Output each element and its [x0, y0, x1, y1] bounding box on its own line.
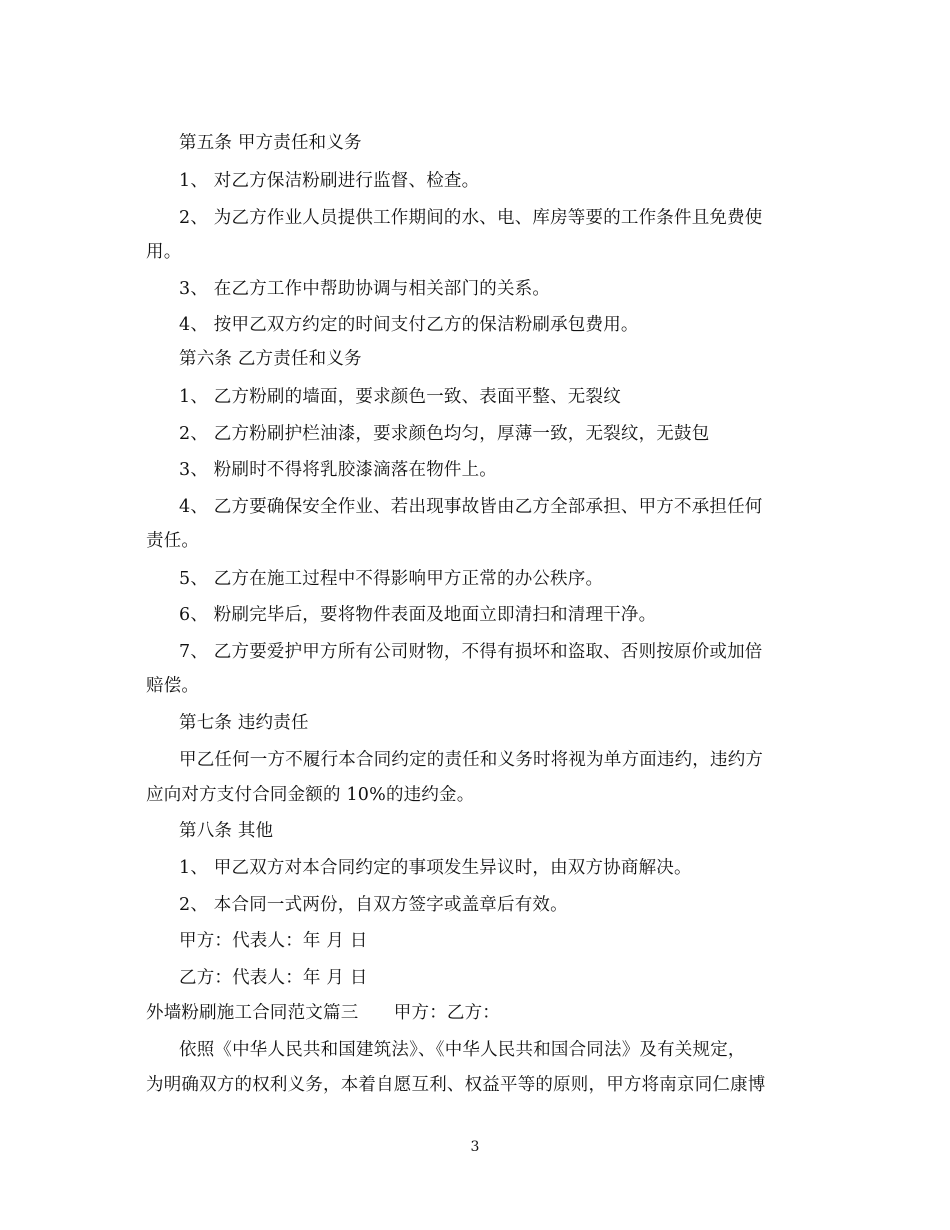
- text-line: 依照《中华人民共和国建筑法》、《中华人民共和国合同法》及有关规定，: [179, 1040, 746, 1060]
- section-6-heading: 第六条 乙方责任和义务: [179, 349, 362, 369]
- text-line: 2、 本合同一式两份，自双方签字或盖章后有效。: [179, 895, 568, 915]
- page-number: 3: [470, 1139, 480, 1155]
- text-line: 1、 甲乙双方对本合同约定的事项发生异议时，由双方协商解决。: [179, 858, 692, 878]
- text-line: 6、 粉刷完毕后，要将物件表面及地面立即清扫和清理干净。: [179, 605, 657, 625]
- article-title: 外墙粉刷施工合同范文篇三 甲方：乙方：: [146, 1003, 500, 1023]
- text-line: 用。: [146, 242, 182, 262]
- text-line: 为明确双方的权利义务，本着自愿互利、权益平等的原则，甲方将南京同仁康博: [146, 1075, 766, 1095]
- signature-line: 乙方：代表人：年 月 日: [179, 968, 368, 988]
- text-line: 赔偿。: [146, 676, 200, 696]
- text-line: 2、 为乙方作业人员提供工作期间的水、电、库房等要的工作条件且免费使: [179, 208, 763, 228]
- text-line: 责任。: [146, 531, 200, 551]
- section-7-heading: 第七条 违约责任: [179, 713, 309, 733]
- text-line: 1、 对乙方保洁粉刷进行监督、检查。: [179, 171, 480, 191]
- text-line: 3、 粉刷时不得将乳胶漆滴落在物件上。: [179, 460, 497, 480]
- text-line: 4、 按甲乙双方约定的时间支付乙方的保洁粉刷承包费用。: [179, 315, 639, 335]
- text-line: 1、 乙方粉刷的墙面，要求颜色一致、表面平整、无裂纹: [179, 387, 621, 407]
- text-line: 2、 乙方粉刷护栏油漆，要求颜色均匀，厚薄一致，无裂纹，无鼓包: [179, 424, 710, 444]
- text-line: 应向对方支付合同金额的 10%的违约金。: [146, 785, 475, 805]
- text-line: 4、 乙方要确保安全作业、若出现事故皆由乙方全部承担、甲方不承担任何: [179, 497, 763, 517]
- section-5-heading: 第五条 甲方责任和义务: [179, 133, 362, 153]
- section-8-heading: 第八条 其他: [179, 821, 274, 841]
- text-line: 7、 乙方要爱护甲方所有公司财物，不得有损坏和盗取、否则按原价或加倍: [179, 642, 763, 662]
- signature-line: 甲方：代表人：年 月 日: [179, 931, 368, 951]
- text-line: 3、 在乙方工作中帮助协调与相关部门的关系。: [179, 279, 551, 299]
- text-line: 甲乙任何一方不履行本合同约定的责任和义务时将视为单方面违约，违约方: [179, 750, 764, 770]
- text-line: 5、 乙方在施工过程中不得影响甲方正常的办公秩序。: [179, 569, 604, 589]
